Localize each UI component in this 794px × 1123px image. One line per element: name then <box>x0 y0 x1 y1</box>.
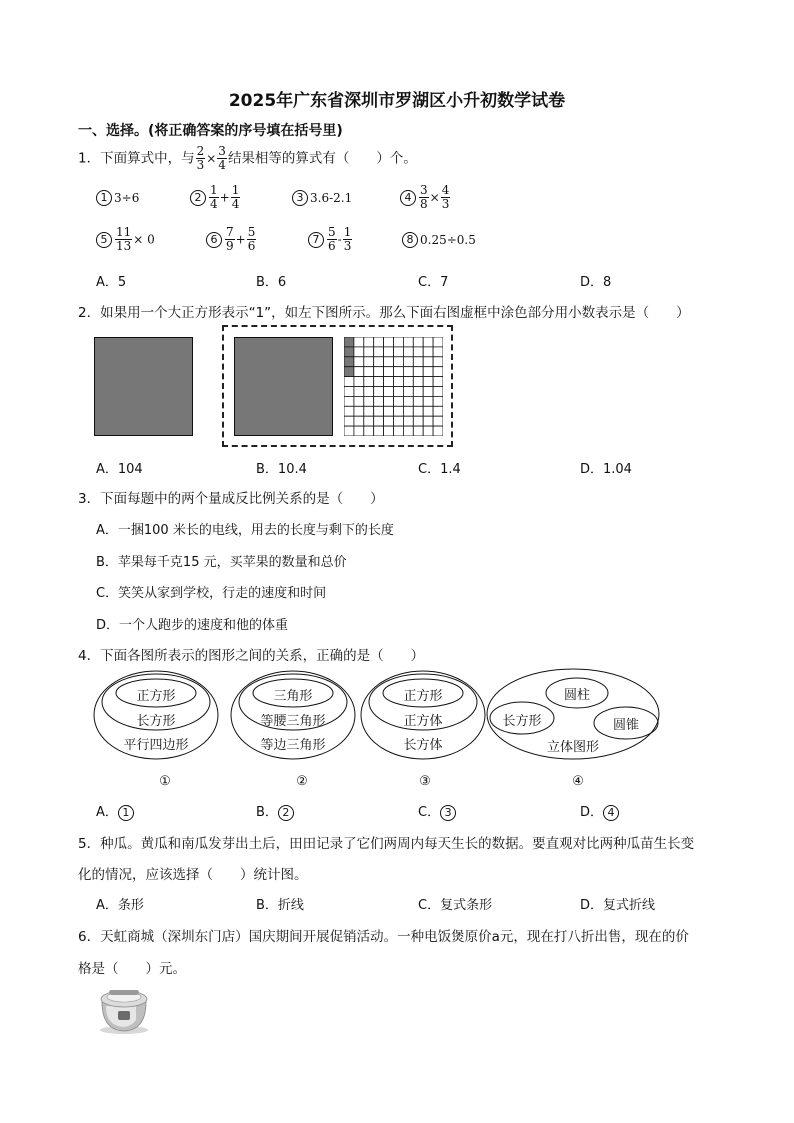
grid-cell-shaded <box>344 347 354 357</box>
q1-item-6: 6 $\frac{7}{9}$ + $\frac{5}{6}$ <box>206 226 257 253</box>
grid-cell <box>374 347 384 357</box>
grid-cell <box>433 377 443 387</box>
venn-1-outer: 平行四边形 <box>123 738 189 753</box>
grid-cell <box>384 357 394 367</box>
grid-cell <box>394 337 404 347</box>
grid-cell <box>403 367 413 377</box>
q4-option-a[interactable]: A． 1 <box>96 801 136 821</box>
grid-cell <box>413 377 423 387</box>
grid-cell <box>384 387 394 397</box>
grid-cell <box>423 377 433 387</box>
q4-option-b[interactable]: B． 2 <box>256 801 296 821</box>
page-title: 2025年广东省深圳市罗湖区小升初数学试卷 <box>228 91 566 111</box>
q1-item-1: 1 3÷6 <box>96 190 139 206</box>
grid-cell <box>403 357 413 367</box>
grid-cell <box>384 347 394 357</box>
diagram-label-1: ① <box>159 774 171 789</box>
grid-cell <box>433 416 443 426</box>
grid-cell <box>423 367 433 377</box>
venn-1-middle: 长方形 <box>136 714 176 729</box>
grid-cell <box>413 387 423 397</box>
grid-cell <box>423 406 433 416</box>
q1-item-7: 7 $\frac{5}{6}$ - $\frac{1}{3}$ <box>308 226 353 253</box>
grid-cell <box>433 426 443 436</box>
q3-option-a[interactable]: A．一捆100 米长的电线，用去的长度与剩下的长度 <box>96 523 394 538</box>
grid-cell <box>413 337 423 347</box>
grid-cell <box>403 426 413 436</box>
grid-cell <box>384 377 394 387</box>
grid-cell <box>423 387 433 397</box>
grid-cell <box>394 416 404 426</box>
question-5-line1: 5．种瓜。黄瓜和南瓜发芽出土后，田田记录了它们两周内每天生长的数据。要直观对比两种瓜苗生长变 <box>78 836 695 852</box>
grid-cell <box>384 416 394 426</box>
grid-cell <box>354 406 364 416</box>
q5-option-b[interactable]: B．折线 <box>256 898 304 913</box>
grid-cell <box>423 416 433 426</box>
venn-4-outer: 立体图形 <box>546 740 600 755</box>
grid-cell <box>403 347 413 357</box>
grid-cell <box>364 406 374 416</box>
grid-cell <box>374 387 384 397</box>
grid-cell <box>403 396 413 406</box>
question-6-line2: 格是（ ）元。 <box>78 961 186 977</box>
grid-cell <box>403 377 413 387</box>
grid-cell <box>374 416 384 426</box>
grid-cell <box>413 347 423 357</box>
section-heading: 一、选择。(将正确答案的序号填在括号里) <box>78 123 343 139</box>
q1-option-b[interactable]: B．6 <box>256 275 287 290</box>
grid-cell <box>364 367 374 377</box>
grid-cell <box>364 377 374 387</box>
grid-cell <box>413 357 423 367</box>
venn-3-middle: 正方体 <box>403 714 443 729</box>
question-2-stem: 2．如果用一个大正方形表示“1”，如左下图所示。那么下面右图虚框中涂色部分用小数表示是（ ） <box>78 305 690 321</box>
grid-cell <box>374 426 384 436</box>
grid-cell <box>423 357 433 367</box>
grid-cell-shaded <box>344 367 354 377</box>
grid-cell <box>364 337 374 347</box>
grid-cell <box>423 396 433 406</box>
hundred-grid-svg <box>344 337 443 436</box>
q5-option-a[interactable]: A．条形 <box>96 898 144 913</box>
q3-option-b[interactable]: B．苹果每千克15 元，买苹果的数量和总价 <box>96 555 347 570</box>
grid-cell <box>364 396 374 406</box>
grid-cell <box>394 367 404 377</box>
grid-cell <box>433 387 443 397</box>
question-5-line2: 化的情况，应该选择（ ）统计图。 <box>78 867 308 883</box>
q1-item-4: 4 $\frac{3}{8}$ × $\frac{4}{3}$ <box>400 184 451 211</box>
venn-3-inner: 正方形 <box>403 689 443 704</box>
grid-cell <box>413 406 423 416</box>
question-4-stem: 4．下面各图所表示的图形之间的关系，正确的是（ ） <box>78 648 425 664</box>
grid-cell <box>344 426 354 436</box>
grid-cell <box>364 347 374 357</box>
venn-2-inner: 三角形 <box>273 689 313 704</box>
grid-cell <box>354 367 364 377</box>
q2-option-c[interactable]: C．1.4 <box>418 462 461 477</box>
grid-cell <box>374 396 384 406</box>
grid-cell <box>344 416 354 426</box>
question-3-stem: 3．下面每题中的两个量成反比例关系的是（ ） <box>78 491 384 507</box>
grid-cell <box>433 396 443 406</box>
diagram-label-4: ④ <box>572 774 584 789</box>
diagram-label-2: ② <box>296 774 308 789</box>
q3-option-c[interactable]: C．笑笑从家到学校，行走的速度和时间 <box>96 586 327 601</box>
grid-cell <box>344 406 354 416</box>
grid-cell <box>394 426 404 436</box>
grid-cell <box>354 396 364 406</box>
grid-cell <box>384 426 394 436</box>
grid-cell <box>403 337 413 347</box>
grid-cell <box>364 416 374 426</box>
grid-cell <box>394 396 404 406</box>
grid-cell <box>374 357 384 367</box>
grid-cell-shaded <box>344 357 354 367</box>
q1-item-8: 8 0.25÷0.5 <box>402 232 476 248</box>
venn-2-outer: 等边三角形 <box>260 738 326 753</box>
q4-option-d[interactable]: D． 4 <box>580 801 621 821</box>
grid-cell <box>394 387 404 397</box>
unit-square <box>94 337 193 436</box>
q1-item-2: 2 $\frac{1}{4}$ + $\frac{1}{4}$ <box>190 184 241 211</box>
hundred-grid <box>344 337 443 436</box>
grid-cell <box>403 406 413 416</box>
venn-3-outer: 长方体 <box>403 738 443 753</box>
grid-cell <box>384 406 394 416</box>
q1-item-3: 3 3.6-2.1 <box>292 190 352 206</box>
grid-cell <box>403 416 413 426</box>
q2-option-d[interactable]: D．1.04 <box>580 462 632 477</box>
grid-cell <box>413 367 423 377</box>
grid-cell-shaded <box>344 337 354 347</box>
venn-2-middle: 等腰三角形 <box>260 714 326 729</box>
venn-diagrams <box>0 668 794 774</box>
grid-cell <box>374 406 384 416</box>
grid-cell <box>354 426 364 436</box>
grid-cell <box>413 396 423 406</box>
grid-cell <box>374 367 384 377</box>
venn-4-a: 圆柱 <box>563 688 591 703</box>
fraction-b: $\frac{3}{4}$ <box>218 144 226 172</box>
venn-1-inner: 正方形 <box>136 689 176 704</box>
grid-cell <box>344 387 354 397</box>
grid-cell <box>364 387 374 397</box>
grid-cell <box>433 406 443 416</box>
grid-cell <box>413 426 423 436</box>
question-6-line1: 6．天虹商城（深圳东门店）国庆期间开展促销活动。一种电饭煲原价a元，现在打八折出售，现在的价 <box>78 929 689 945</box>
grid-cell <box>384 367 394 377</box>
grid-cell <box>344 377 354 387</box>
question-1-stem: 1．下面算式中，与 $\frac{2}{3}$ × $\frac{3}{4}$ 结果相等的算式有（ ）个。 <box>78 144 417 172</box>
grid-cell <box>394 377 404 387</box>
grid-cell <box>344 396 354 406</box>
grid-cell <box>403 387 413 397</box>
grid-cell <box>384 337 394 347</box>
grid-cell <box>354 347 364 357</box>
grid-cell <box>384 396 394 406</box>
grid-cell <box>433 337 443 347</box>
grid-cell <box>354 387 364 397</box>
grid-cell <box>423 426 433 436</box>
grid-cell <box>374 337 384 347</box>
q3-option-d[interactable]: D．一个人跑步的速度和他的体重 <box>96 618 289 633</box>
q1-option-c[interactable]: C．7 <box>418 275 449 290</box>
q1-item-5: 5 $\frac{11}{13}$ × 0 <box>96 226 155 253</box>
venn-4-b: 长方形 <box>502 714 542 729</box>
grid-cell <box>394 357 404 367</box>
q2-option-a[interactable]: A．104 <box>96 462 143 477</box>
grid-cell <box>433 367 443 377</box>
grid-cell <box>354 377 364 387</box>
grid-cell <box>423 337 433 347</box>
grid-cell <box>364 357 374 367</box>
q1-option-d[interactable]: D．8 <box>580 275 612 290</box>
q4-option-c[interactable]: C． 3 <box>418 801 458 821</box>
grid-cell <box>374 377 384 387</box>
diagram-label-3: ③ <box>419 774 431 789</box>
grid-cell <box>413 416 423 426</box>
grid-cell <box>354 416 364 426</box>
q2-option-b[interactable]: B．10.4 <box>256 462 307 477</box>
grid-cell <box>433 357 443 367</box>
venn-4-c: 圆锥 <box>612 718 640 733</box>
fraction-a: $\frac{2}{3}$ <box>196 144 205 172</box>
rice-cooker-image <box>96 986 152 1036</box>
shaded-full-square <box>234 337 333 436</box>
q5-option-d[interactable]: D．复式折线 <box>580 898 656 913</box>
grid-cell <box>354 337 364 347</box>
q5-option-c[interactable]: C．复式条形 <box>418 898 493 913</box>
grid-cell <box>433 347 443 357</box>
grid-cell <box>364 426 374 436</box>
grid-cell <box>354 357 364 367</box>
grid-cell <box>394 406 404 416</box>
grid-cell <box>394 347 404 357</box>
q1-option-a[interactable]: A．5 <box>96 275 127 290</box>
grid-cell <box>423 347 433 357</box>
